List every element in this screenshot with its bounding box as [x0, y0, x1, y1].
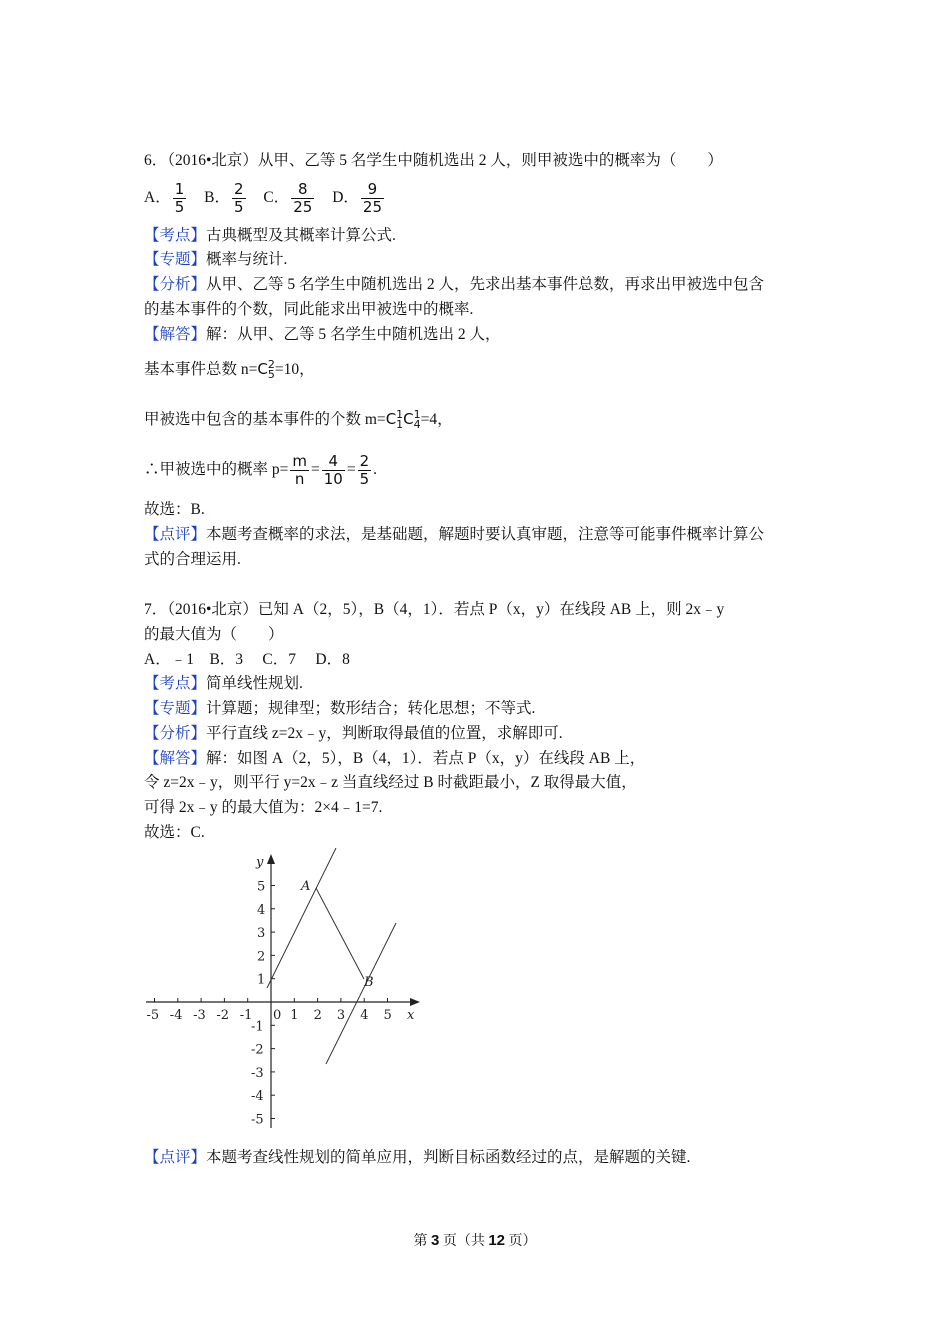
kaodian-tag: 【考点】: [144, 675, 207, 692]
zhuanti-tag: 【专题】: [144, 251, 207, 268]
x-tick-label: 2: [313, 1008, 322, 1023]
q6-fenxi-cont: 的基本事件的个数，同此能求出甲被选中的概率.: [144, 301, 474, 318]
q7-zhuanti: 【专题】计算题；规律型；数形结合；转化思想；不等式.: [144, 700, 536, 717]
y-tick-label: -1: [251, 1019, 264, 1035]
line-through-b: [326, 923, 396, 1064]
jieda-tag: 【解答】: [144, 750, 207, 767]
q7-fenxi: 【分析】平行直线 z=2x﹣y，判断取得最值的位置，求解即可.: [144, 725, 563, 742]
q7-jieda-3: 可得 2x﹣y 的最大值为：2×4﹣1=7.: [144, 799, 383, 816]
q6-jieda: 【解答】解：从甲、乙等 5 名学生中随机选出 2 人，: [144, 326, 501, 343]
q6-choice-c: C． $\frac{8}{25}$: [263, 179, 313, 216]
q6-fenxi: 【分析】从甲、乙等 5 名学生中随机选出 2 人，先求出基本事件总数，再求出甲被选中包含: [144, 276, 765, 293]
q7-answer: 故选：C.: [144, 824, 205, 841]
q7-stem-cont: 的最大值为（ ）: [144, 626, 284, 643]
y-tick-label: -5: [251, 1112, 264, 1128]
zhuanti-tag: 【专题】: [144, 700, 207, 717]
current-page: 3: [430, 1232, 440, 1249]
y-axis-label: y: [256, 855, 264, 870]
fenxi-tag: 【分析】: [144, 725, 207, 742]
dianping-tag: 【点评】: [144, 526, 207, 543]
q6-total-events: 基本事件总数 $n=C^2_5=10$，: [144, 355, 315, 385]
x-tick-label: -3: [193, 1008, 206, 1023]
x-axis-arrow: [410, 998, 420, 1006]
x-axis-label: x: [407, 1008, 415, 1023]
line-through-a: [267, 848, 336, 988]
x-tick-label: 0: [273, 1008, 282, 1023]
q6-favorable-events: 甲被选中包含的基本事件的个数 $m=C^1_1C^1_4=4$，: [144, 405, 453, 435]
x-tick-label: 4: [360, 1008, 369, 1023]
q6-kaodian: 【考点】古典概型及其概率计算公式.: [144, 227, 396, 244]
q7-kaodian: 【考点】简单线性规划.: [144, 675, 303, 692]
q6-choices: [144, 180, 398, 216]
x-tick-label: -1: [239, 1008, 253, 1023]
x-tick-label: -4: [169, 1008, 183, 1023]
point-b-label: B: [364, 975, 374, 990]
q6-choice-a: A． $\frac{1}{5}$: [144, 179, 185, 216]
q6-probability: ∴甲被选中的概率 p= $\frac{m}{n}$ = $\frac{4}{10}$ = $\frac{2}{5}$ .: [144, 451, 378, 488]
page-footer: 第 3 页（共 12 页）: [413, 1232, 537, 1249]
q7-stem: 7．（2016•北京）已知 A（2，5），B（4，1）．若点 P（x，y）在线段 AB 上，则 2x﹣y: [144, 601, 725, 618]
y-tick-label: 4: [257, 902, 266, 918]
y-tick-label: 5: [257, 879, 266, 895]
y-tick-label: -2: [251, 1042, 264, 1058]
combination-c41: $C^1_4$: [403, 408, 421, 431]
dianping-tag: 【点评】: [144, 1149, 207, 1166]
y-tick-label: 3: [257, 926, 266, 942]
q6-zhuanti: 【专题】概率与统计.: [144, 251, 288, 268]
q7-dianping: 【点评】本题考查线性规划的简单应用，判断目标函数经过的点，是解题的关键.: [144, 1149, 691, 1166]
q6-dianping-cont: 式的合理运用.: [144, 551, 241, 568]
q6-choice-b: B． $\frac{2}{5}$: [204, 179, 244, 216]
kaodian-tag: 【考点】: [144, 227, 207, 244]
y-axis-arrow: [267, 854, 275, 864]
x-tick-label: -5: [146, 1008, 160, 1023]
y-tick-label: -3: [251, 1065, 264, 1081]
x-tick-label: 1: [290, 1008, 299, 1023]
combination-c11: $C^1_1$: [385, 408, 404, 431]
point-a-label: A: [301, 879, 311, 894]
q6-dianping: 【点评】本题考查概率的求法，是基础题，解题时要认真审题，注意等可能事件概率计算公: [144, 526, 765, 543]
x-tick-label: -2: [216, 1008, 230, 1023]
coordinate-graph: [140, 848, 430, 1133]
q6-answer: 故选：B.: [144, 501, 205, 518]
fenxi-tag: 【分析】: [144, 276, 207, 293]
x-tick-label: 3: [336, 1008, 346, 1023]
total-pages: 12: [488, 1232, 506, 1249]
y-tick-label: 1: [257, 972, 266, 988]
q7-jieda: 【解答】解：如图 A（2，5），B（4，1）．若点 P（x，y）在线段 AB 上，: [144, 750, 646, 767]
segment-ab: [316, 888, 364, 979]
q6-stem: 6．（2016•北京）从甲、乙等 5 名学生中随机选出 2 人，则甲被选中的概率为（ ）: [144, 152, 723, 169]
q7-jieda-2: 令 z=2x﹣y，则平行 y=2x﹣z 当直线经过 B 时截距最小，Z 取得最大值，: [144, 774, 637, 791]
y-tick-label: -4: [251, 1089, 264, 1105]
x-tick-label: 5: [383, 1008, 392, 1023]
q7-choices: A．﹣1 B．3 C．7 D．8: [144, 651, 350, 668]
q6-choice-d: D． $\frac{9}{25}$: [332, 179, 382, 216]
y-tick-label: 2: [257, 949, 266, 965]
axis-ticks: [147, 880, 392, 1128]
jieda-tag: 【解答】: [144, 326, 207, 343]
combination-c52: $C^2_5$: [257, 358, 275, 381]
